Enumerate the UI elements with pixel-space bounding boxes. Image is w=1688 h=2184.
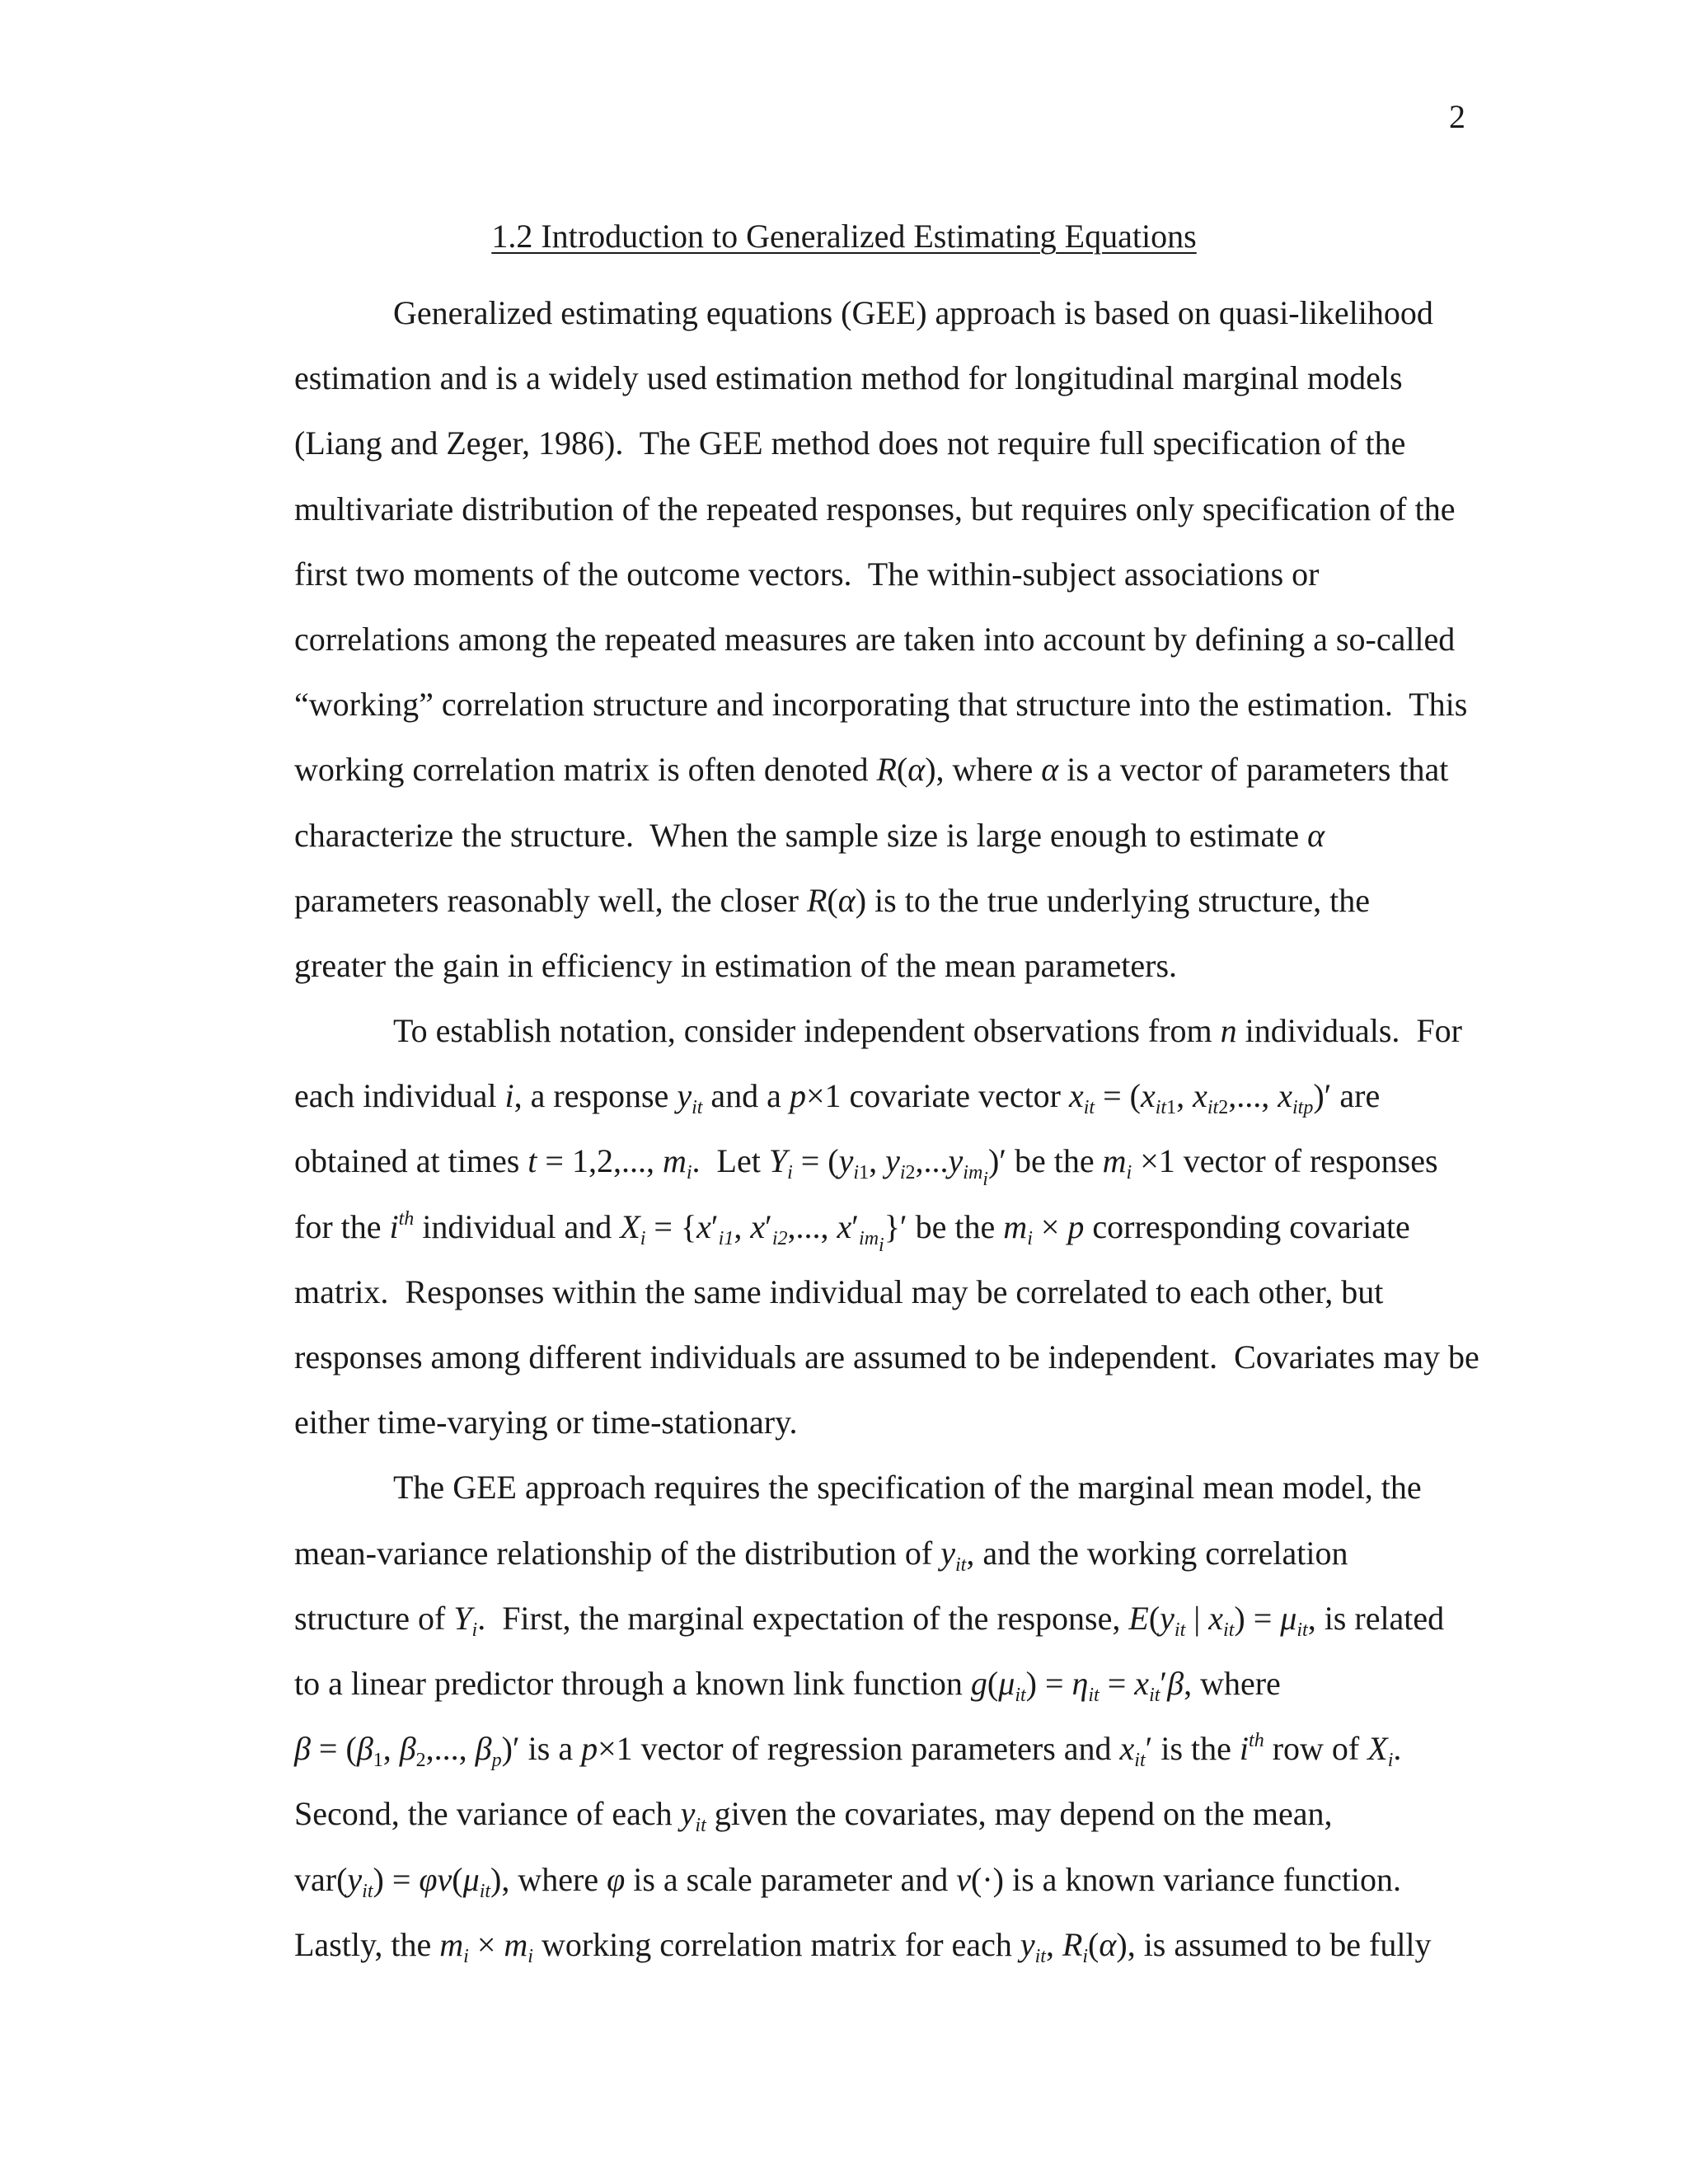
text-line: responses among different individuals are assumed to be independent. Covariates may be xyxy=(294,1338,1479,1376)
text-line: obtained at times t = 1,2,..., $m_i$. Let $Y_i = (y_{i1}$, $y_{i2},...y_{im_i})'$ be the $m_i \times 1$ vector of responses xyxy=(294,1142,1438,1191)
text-line: (Liang and Zeger, 1986). The GEE method does not require full specification of the xyxy=(294,424,1406,462)
text-line: estimation and is a widely used estimation method for longitudinal marginal models xyxy=(294,359,1403,397)
text-line: for the $i^{th}$ individual and $X_i = \{x'_{i1}$, $x'_{i2}$,..., $x'_{im_i}\}'$ be the $m_i \times p$ corresponding covariate xyxy=(294,1207,1410,1256)
text-line: to a linear predictor through a known link function $g(\mu_{it}) = \eta_{it} = x_{it}'\beta$, where xyxy=(294,1664,1281,1706)
text-line: $var(y_{it}) = \varphi v(\mu_{it})$, where φ is a scale parameter and v(·) is a known variance function. xyxy=(294,1860,1402,1902)
text-line: parameters reasonably well, the closer R(α) is to the true underlying structure, the xyxy=(294,881,1370,919)
text-line: Second, the variance of each $y_{it}$ given the covariates, may depend on the mean, xyxy=(294,1795,1333,1837)
text-line: multivariate distribution of the repeated responses, but requires only specification of the xyxy=(294,490,1456,527)
text-line: mean-variance relationship of the distribution of $y_{it}$, and the working correlation xyxy=(294,1534,1348,1576)
body-text xyxy=(294,280,1479,1977)
text-line: $\beta = (\beta_1$, $\beta_2$,..., $\beta_p)'$ is a p×1 vector of regression parameters and $x_{it}'$ is the $i^{th}$ row of $X_i$. xyxy=(294,1730,1402,1772)
text-line: To establish notation, consider independent observations from n individuals. For xyxy=(393,1012,1462,1050)
text-line: either time-varying or time-stationary. xyxy=(294,1404,798,1441)
text-line: The GEE approach requires the specification of the marginal mean model, the xyxy=(393,1469,1422,1507)
text-line: Lastly, the $m_i \times m_i$ working correlation matrix for each $y_{it}$, $R_i(\alpha)$, is assumed to be fully xyxy=(294,1925,1432,1967)
text-line: working correlation matrix is often denoted R(α), where α is a vector of parameters that xyxy=(294,751,1449,789)
text-line: “working” correlation structure and incorporating that structure into the estimation. This xyxy=(294,686,1468,724)
page-number: 2 xyxy=(1449,98,1465,135)
text-line: correlations among the repeated measures are taken into account by defining a so-called xyxy=(294,620,1456,658)
text-line: Generalized estimating equations (GEE) approach is based on quasi-likelihood xyxy=(393,294,1433,331)
text-line: matrix. Responses within the same individual may be correlated to each other, but xyxy=(294,1272,1384,1310)
text-line: structure of $Y_i$. First, the marginal expectation of the response, $E(y_{it}$ | $x_{it}) = \mu_{it}$, is related xyxy=(294,1599,1445,1641)
section-title: 1.2 Introduction to Generalized Estimating Equations xyxy=(491,218,1197,255)
text-line: greater the gain in efficiency in estimation of the mean parameters. xyxy=(294,946,1178,984)
text-line: first two moments of the outcome vectors. The within-subject associations or xyxy=(294,555,1320,593)
text-line: characterize the structure. When the sample size is large enough to estimate α xyxy=(294,816,1325,854)
text-line: each individual i, a response $y_{it}$ and a p×1 covariate vector $x_{it} = (x_{it1}$, $x_{it2}$,..., $x_{itp})'$ are xyxy=(294,1077,1381,1119)
